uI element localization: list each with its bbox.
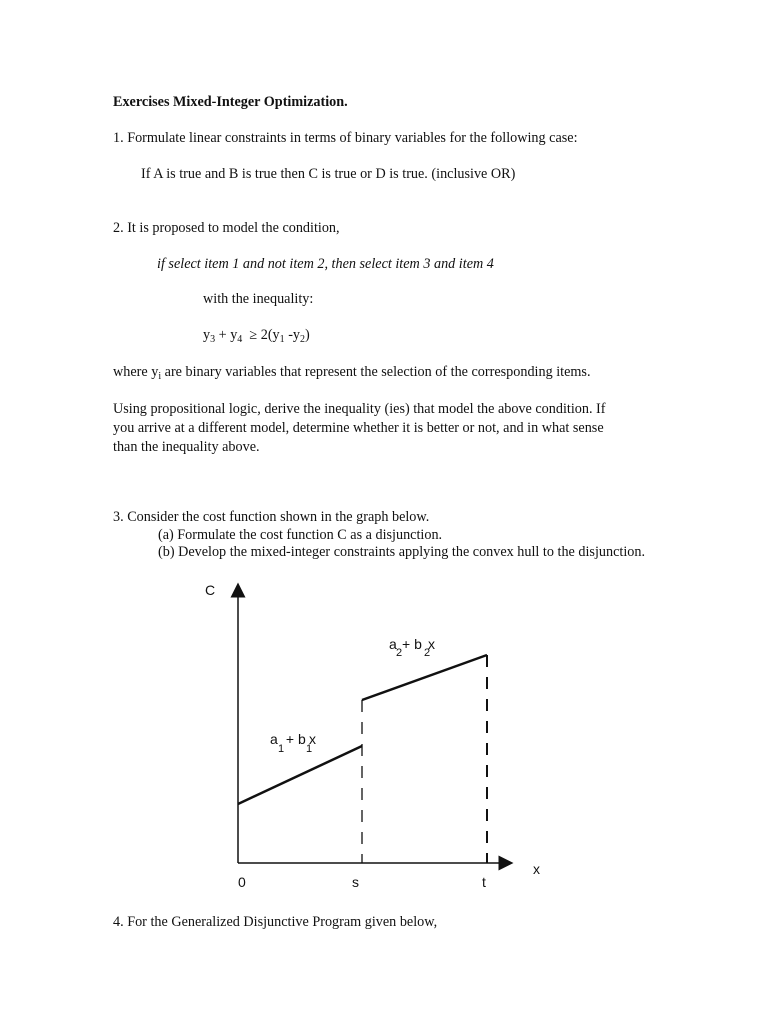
x-tick-label-0: 0	[238, 874, 246, 890]
y-axis-label: C	[205, 582, 216, 598]
question-2-paragraph-line-3: than the inequality above.	[113, 439, 260, 455]
svg-text:a: a	[270, 731, 278, 747]
x-axis-label: x	[533, 861, 540, 877]
svg-text:+ b: + b	[402, 636, 422, 652]
svg-text:+ b: + b	[282, 731, 306, 747]
question-3-intro: 3. Consider the cost function shown in the graph below.	[113, 509, 430, 525]
x-tick-label-t: t	[482, 874, 486, 890]
question-1-text: 1. Formulate linear constraints in terms of binary variables for the following case:	[113, 130, 578, 146]
question-2-paragraph-line-2: you arrive at a different model, determine whether it is better or not, and in what sense	[113, 420, 604, 436]
question-2-intro: 2. It is proposed to model the condition,	[113, 220, 340, 236]
page-title: Exercises Mixed-Integer Optimization.	[113, 94, 348, 110]
svg-text:2: 2	[424, 647, 431, 659]
segment-2-label	[389, 636, 435, 659]
segment-1-label	[270, 731, 316, 755]
question-4-text: 4. For the Generalized Disjunctive Program given below,	[113, 914, 438, 930]
svg-text:x: x	[428, 636, 435, 652]
svg-text:1: 1	[306, 743, 313, 755]
svg-text:a: a	[389, 636, 397, 652]
question-2-where: where $y_i$ are binary variables that represent the selection of the corresponding items.	[113, 364, 591, 382]
cost-segment-1	[238, 746, 362, 804]
svg-text:x: x	[309, 731, 316, 747]
x-tick-label-s: s	[352, 874, 359, 890]
question-3-part-a: (a) Formulate the cost function C as a disjunction.	[158, 527, 443, 543]
question-3-part-b: (b) Develop the mixed-integer constraints applying the convex hull to the disjunction.	[158, 544, 645, 560]
svg-text:2: 2	[396, 647, 403, 659]
question-1-statement: If A is true and B is true then C is true or D is true. (inclusive OR)	[141, 166, 516, 182]
question-2-paragraph-line-1: Using propositional logic, derive the inequality (ies) that model the above condition. If	[113, 401, 606, 417]
question-2-inequality: $y_3 + y_4 \ge 2(y_1$ $-y_2$)	[203, 327, 310, 345]
question-2-with: with the inequality:	[203, 291, 314, 307]
cost-segment-2	[362, 655, 487, 700]
cost-function-graph	[0, 560, 768, 900]
svg-text:1: 1	[278, 743, 285, 755]
question-2-condition: if select item 1 and not item 2, then select item 3 and item 4	[157, 256, 494, 272]
